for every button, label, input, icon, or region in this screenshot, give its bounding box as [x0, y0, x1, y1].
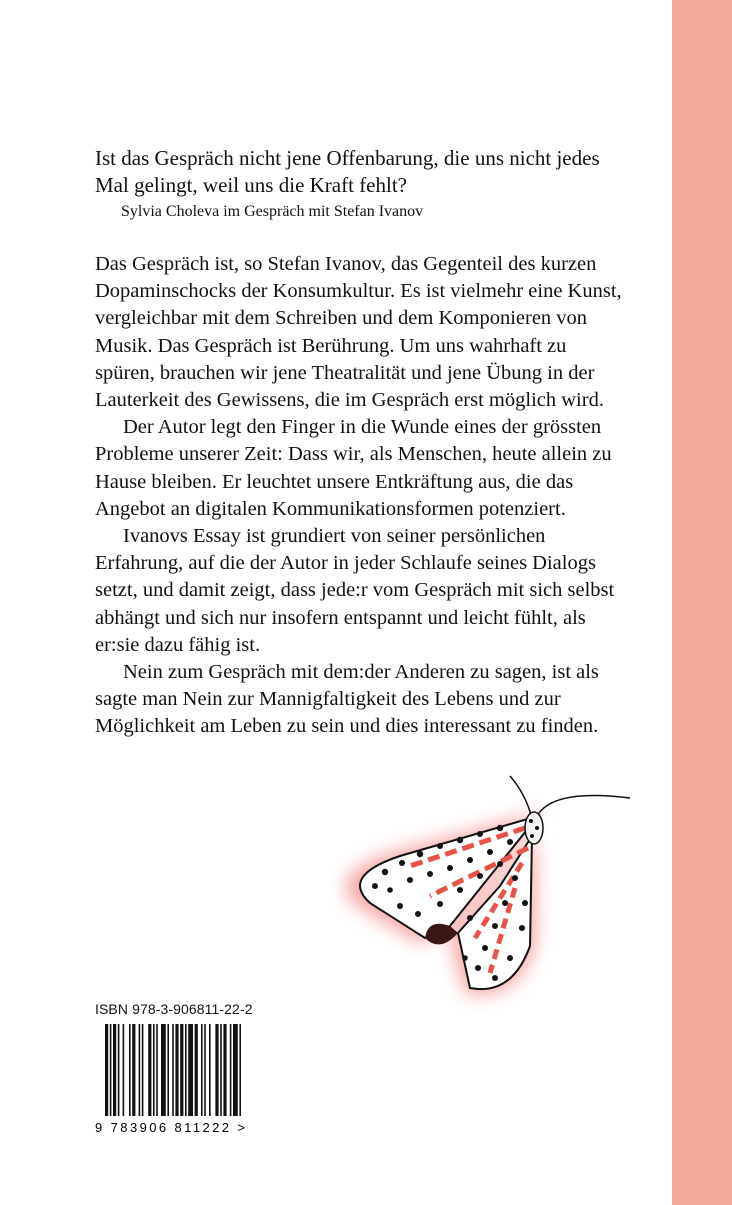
barcode-bar [233, 1024, 238, 1116]
barcode [95, 1024, 255, 1136]
barcode-bar [180, 1024, 183, 1116]
barcode-bar [148, 1024, 151, 1116]
barcode-bar [195, 1024, 198, 1116]
barcode-bar [139, 1024, 141, 1116]
barcode-bar [215, 1024, 218, 1116]
barcode-bar [167, 1024, 169, 1116]
barcode-bar [209, 1024, 211, 1116]
barcode-bar [142, 1024, 144, 1116]
barcode-bar [132, 1024, 135, 1116]
barcode-bar [201, 1024, 203, 1116]
barcode-bar [123, 1024, 125, 1116]
barcode-bar [185, 1024, 187, 1116]
quote-text: Ist das Gespräch nicht jene Offenbarung, die uns nicht jedes Mal gelingt, weil uns die Kraft fehlt? [95, 146, 600, 197]
epigraph-quote [95, 145, 615, 223]
barcode-bar [239, 1024, 241, 1116]
spine-color-band [672, 0, 732, 1205]
barcode-digits: 9 783906 811222 > [95, 1120, 245, 1135]
blurb-paragraph-2: Der Autor legt den Finger in die Wunde eines der grössten Probleme unserer Zeit: Dass wir, als Menschen, heute allein zu Hause bleiben. Er leuchtet unsere Entkräftung aus, die das Angebot an digitalen Kommunikationsformen potenziert. [95, 416, 612, 520]
barcode-bar [220, 1024, 222, 1116]
moth-illustration [300, 768, 630, 1013]
barcode-bar [172, 1024, 174, 1116]
barcode-bar [161, 1024, 166, 1116]
barcode-bar [153, 1024, 155, 1116]
barcode-bar [118, 1024, 120, 1116]
blurb-paragraph-1: Das Gespräch ist, so Stefan Ivanov, das Gegenteil des kurzen Dopaminschocks der Konsumkultur. Es ist vielmehr eine Kunst, vergleichbar mit dem Schreiben und dem Komponieren von Musik. Das Gespräch ist Berührung. Um uns wahrhaft zu spüren, brauchen wir jene Theatralität und jene Übung in der Lauterkeit des Gewissens, die im Gespräch erst möglich wird. [95, 253, 622, 412]
blurb-text [95, 251, 625, 741]
barcode-bar [113, 1024, 116, 1116]
isbn-label: ISBN 978-3-906811-22-2 [95, 1001, 253, 1017]
barcode-bar [110, 1024, 112, 1116]
barcode-bar [156, 1024, 158, 1116]
barcode-bar [230, 1024, 232, 1116]
barcode-bar [105, 1024, 108, 1116]
quote-source: Sylvia Choleva im Gespräch mit Stefan Ivanov [121, 203, 424, 220]
blurb-paragraph-3: Ivanovs Essay ist grundiert von seiner persönlichen Erfahrung, auf die der Autor in jeder Schlaufe seines Dialogs setzt, und damit zeigt, dass jede:r vom Gespräch mit sich selbst abhängt und sich nur insofern entspannt und leicht fühlt, als er:sie dazu fähig ist. [95, 525, 615, 656]
blurb-paragraph-4: Nein zum Gespräch mit dem:der Anderen zu sagen, ist als sagte man Nein zur Mannigfaltigkeit des Lebens und zur Möglichkeit am Leben zu sein und dies interessant zu finden. [95, 661, 599, 738]
barcode-bar [129, 1024, 131, 1116]
barcode-bar [223, 1024, 226, 1116]
barcode-bar [204, 1024, 206, 1116]
barcode-bar [175, 1024, 178, 1116]
barcode-bar [188, 1024, 193, 1116]
